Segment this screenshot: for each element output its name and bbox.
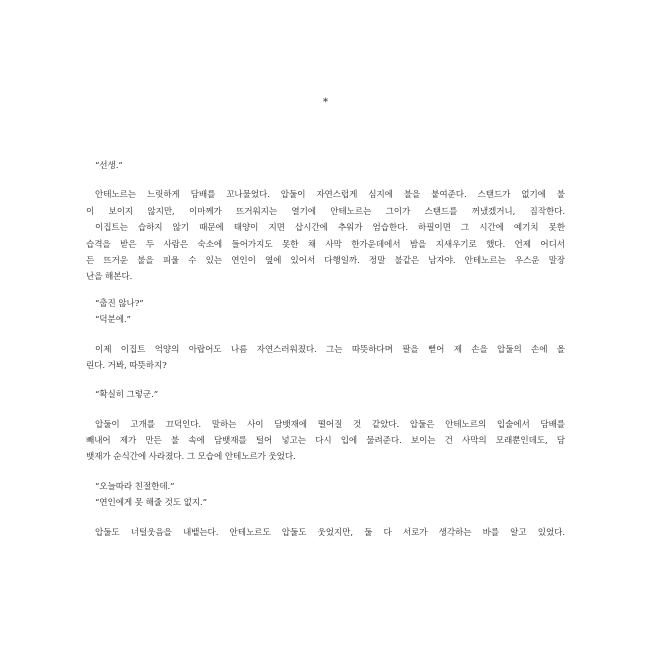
paragraph-line: 이집트는 습하지 않기 때문에 태양이 지면 삽시간에 추워가 엄습한다. 하필이면 그 시간에 예기치 못한 xyxy=(95,223,565,234)
dialogue-line: “덕분에.” xyxy=(95,315,131,326)
paragraph-line: 든 뜨거운 불을 피울 수 있는 연인이 옆에 있어서 다행일까. 정말 불같은 남자야. 안테노르는 우스운 말장 xyxy=(86,255,565,266)
dialogue-line: “확실히 그렇군.” xyxy=(95,390,159,401)
document-page xyxy=(86,0,565,651)
paragraph-line: 뱃재가 순식간에 사라졌다. 그 모습에 안테노르가 웃었다. xyxy=(86,452,296,463)
paragraph-line: 이제 이집트 억양의 아랍어도 나름 자연스러워졌다. 그는 따뜻하다며 팔을 뻗어 제 손을 압둘의 손에 올 xyxy=(95,344,565,355)
dialogue-line: “오늘따라 친절한데.” xyxy=(95,481,175,492)
dialogue-line: “연인에게 못 해줄 것도 없지.” xyxy=(95,498,207,509)
paragraph-line: 습격을 받은 두 사람은 숙소에 들어가지도 못한 채 사막 한가운데에서 밤을 지새우기로 했다. 언제 어디서 xyxy=(86,239,565,250)
paragraph-line: 난을 해본다. xyxy=(86,272,133,283)
dialogue-line: “선생.” xyxy=(95,161,123,171)
paragraph-line: 이 보이지 않지만, 이마께가 뜨거워지는 열기에 안테노르는 그이가 스탠드를 꺼냈겠거니, 짐작한다. xyxy=(86,206,565,217)
paragraph-line: 압둘이 고개를 끄덕인다. 말하는 사이 담뱃재에 떨어질 것 같았다. 압둘은 안테노르의 입술에서 담배를 xyxy=(95,419,565,430)
section-separator: * xyxy=(323,97,328,108)
paragraph-line: 안테노르는 느릿하게 담배를 꼬나물었다. 압둘이 자연스럽게 심지에 불을 붙여준다. 스탠드가 없기에 불 xyxy=(95,190,565,201)
story-text xyxy=(86,158,565,541)
paragraph-line: 압둘도 너털웃음을 내뱉는다. 안테노르도 압둘도 웃었지만, 둘 다 서로가 생각하는 바를 알고 있었다. xyxy=(95,527,565,538)
dialogue-line: “춥진 않나?” xyxy=(95,298,144,309)
paragraph-line: 린다. 거봐, 따뜻하지? xyxy=(86,360,167,371)
paragraph-line: 빼내어 제가 만든 불 속에 담뱃재를 털어 넣고는 다시 입에 물려준다. 보이는 건 사막의 모래뿐인데도, 담 xyxy=(86,436,565,447)
